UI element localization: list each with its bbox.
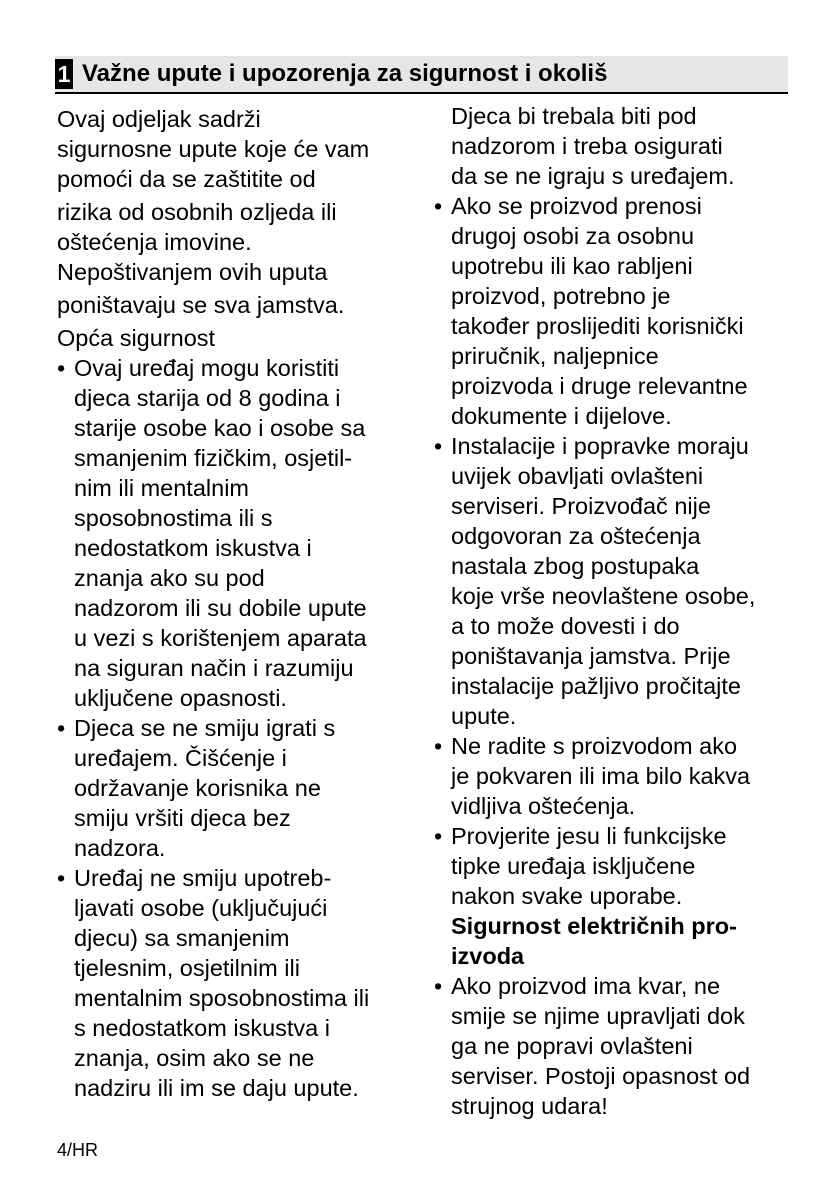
- text-line: uvijek obavljati ovlašteni: [451, 463, 704, 489]
- text-line: upotrebu ili kao rabljeni: [451, 253, 693, 279]
- text-line: koje vrše neovlaštene osobe,: [451, 583, 756, 609]
- text-line: uključene opasnosti.: [74, 685, 287, 711]
- text-line: je pokvaren ili ima bilo kakva: [451, 763, 751, 789]
- text-line: dokumente i dijelove.: [451, 403, 672, 429]
- list-item: [434, 191, 804, 431]
- text-line: serviseri. Proizvođač nije: [451, 493, 711, 519]
- text-line: nedostatkom iskustva i: [74, 535, 312, 561]
- text-line: priručnik, naljepnice: [451, 343, 659, 369]
- text-line: nadzora.: [74, 835, 166, 861]
- text-line: uređajem. Čišćenje i: [74, 745, 287, 771]
- text-line: proizvod, potrebno je: [451, 283, 671, 309]
- text-line: instalacije pažljivo pročitajte: [451, 673, 741, 699]
- list-item: [57, 713, 412, 863]
- text-line: poništavanja jamstva. Prije: [451, 643, 731, 669]
- text-line: • Ne radite s proizvodom ako: [451, 733, 738, 759]
- text-line: • Ovaj uređaj mogu koristiti: [74, 355, 340, 381]
- text-line: izvoda: [451, 943, 525, 969]
- chapter-number-badge: 1: [55, 59, 73, 89]
- text-line: održavanje korisnika ne: [74, 775, 321, 801]
- list-item: [434, 821, 804, 911]
- subsection-heading-electrical-safety: [451, 911, 804, 971]
- bullet-list: [434, 971, 804, 1121]
- text-line: starije osobe kao i osobe sa: [74, 415, 366, 441]
- bullet-list: [57, 353, 412, 1103]
- text-line: proizvoda i druge relevantne: [451, 373, 748, 399]
- list-item: [434, 731, 804, 821]
- text-line: rizika od osobnih ozljeda ili: [57, 199, 337, 225]
- text-line: djecu) sa smanjenim: [74, 925, 290, 951]
- text-line: serviser. Postoji opasnost od: [451, 1063, 751, 1089]
- text-line: tipke uređaja isključene: [451, 853, 696, 879]
- text-line: Nepoštivanjem ovih uputa: [57, 259, 328, 285]
- text-line: upute.: [451, 703, 517, 729]
- text-line: • Ako proizvod ima kvar, ne: [451, 973, 721, 999]
- text-line: nakon svake uporabe.: [451, 883, 683, 909]
- text-line: Sigurnost električnih pro-: [451, 913, 737, 939]
- text-line: drugoj osobi za osobnu: [451, 223, 695, 249]
- text-line: • Djeca se ne smiju igrati s: [74, 715, 336, 741]
- text-line: s nedostatkom iskustva i: [74, 1015, 330, 1041]
- text-line: znanja ako su pod: [74, 565, 265, 591]
- text-line: nadzorom i treba osigurati: [451, 133, 723, 159]
- text-line: da se ne igraju s uređajem.: [451, 163, 735, 189]
- text-line: znanja, osim ako se ne: [74, 1045, 315, 1071]
- list-item: [434, 431, 804, 731]
- bullet-list: [434, 191, 804, 911]
- list-item: [57, 353, 412, 713]
- text-line: djeca starija od 8 godina i: [74, 385, 341, 411]
- text-line: smije se njime upravljati dok: [451, 1003, 745, 1029]
- subsection-heading-general-safety: Opća sigurnost: [57, 325, 216, 351]
- text-line: mentalnim sposobnostima ili: [74, 985, 370, 1011]
- text-line: također proslijediti korisnički: [451, 313, 744, 339]
- text-line: ga ne popravi ovlašteni: [451, 1033, 693, 1059]
- text-line: poništavaju se sva jamstva.: [57, 292, 345, 318]
- continued-text: [451, 101, 804, 191]
- text-line: u vezi s korištenjem aparata: [74, 625, 367, 651]
- text-line: na siguran način i razumiju: [74, 655, 354, 681]
- text-line: odgovoran za oštećenja: [451, 523, 701, 549]
- list-item: [434, 971, 804, 1121]
- section-title: Važne upute i upozorenja za sigurnost i okoliš: [82, 60, 608, 87]
- text-line: • Provjerite jesu li funkcijske: [451, 823, 727, 849]
- text-line: Ovaj odjeljak sadrži: [57, 106, 261, 132]
- text-line: nim ili mentalnim: [74, 475, 249, 501]
- text-line: a to može dovesti i do: [451, 613, 680, 639]
- text-line: sposobnostima ili s: [74, 505, 273, 531]
- text-line: vidljiva oštećenja.: [451, 793, 636, 819]
- list-item: [57, 863, 412, 1103]
- text-line: Djeca bi trebala biti pod: [451, 103, 697, 129]
- section-header: [55, 56, 788, 94]
- text-line: strujnog udara!: [451, 1093, 608, 1119]
- text-line: • Ako se proizvod prenosi: [451, 193, 702, 219]
- text-line: nadziru ili im se daju upute.: [74, 1075, 359, 1101]
- left-column: [57, 104, 412, 1103]
- text-line: • Instalacije i popravke moraju: [451, 433, 749, 459]
- text-line: ljavati osobe (uključujući: [74, 895, 328, 921]
- text-line: smanjenim fizičkim, osjetil-: [74, 445, 353, 471]
- text-line: oštećenja imovine.: [57, 229, 252, 255]
- page-number: 4/HR: [57, 1140, 99, 1160]
- text-line: pomoći da se zaštitite od: [57, 166, 316, 192]
- text-line: • Uređaj ne smiju upotreb-: [74, 865, 332, 891]
- text-line: sigurnosne upute koje će vam: [57, 136, 370, 162]
- text-line: nadzorom ili su dobile upute: [74, 595, 367, 621]
- text-line: smiju vršiti djeca bez: [74, 805, 291, 831]
- text-line: tjelesnim, osjetilnim ili: [74, 955, 300, 981]
- text-line: nastala zbog postupaka: [451, 553, 700, 579]
- right-column: [434, 101, 804, 1121]
- intro-paragraph: [57, 104, 412, 320]
